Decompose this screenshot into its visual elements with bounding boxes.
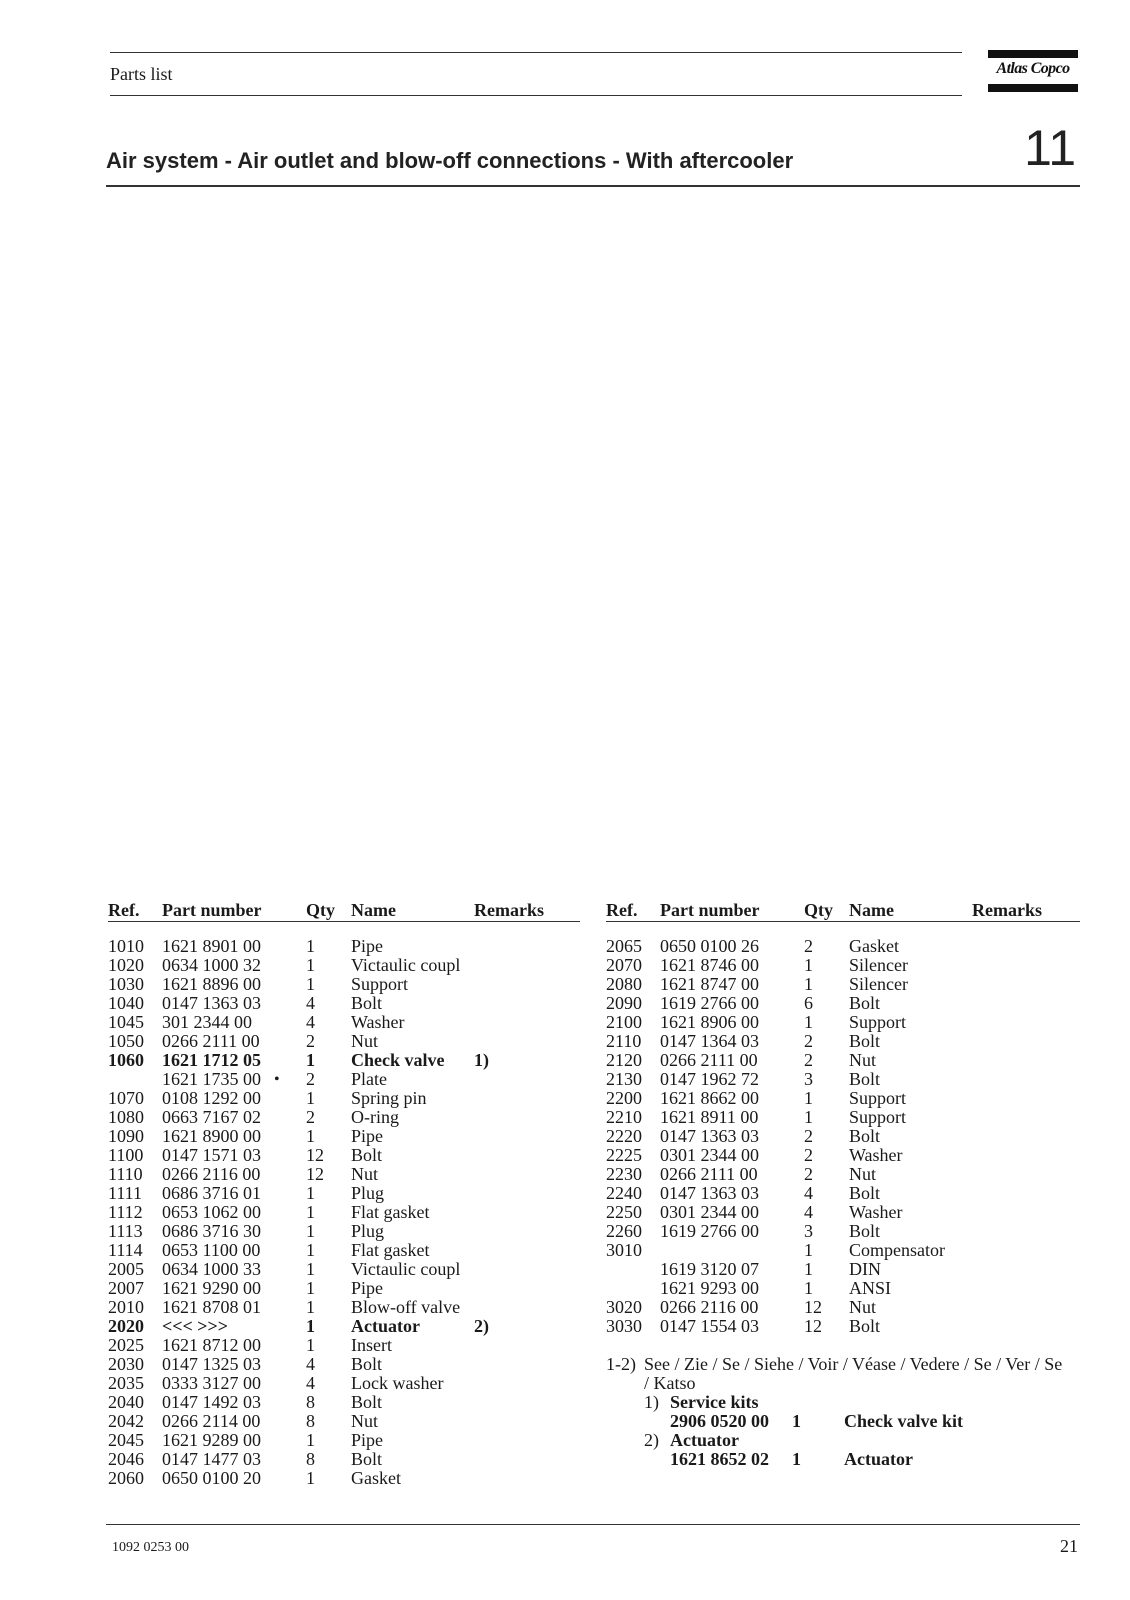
qty-cell: 1 — [306, 1278, 315, 1298]
part-number-cell: <<< >>> — [162, 1316, 229, 1336]
part-number-cell: 0653 1062 00 — [162, 1202, 261, 1222]
table-row — [108, 1051, 580, 1070]
table-row — [108, 937, 580, 956]
ref-cell: 2110 — [606, 1031, 642, 1051]
qty-cell: 2 — [804, 936, 813, 956]
table-row — [606, 994, 1080, 1013]
qty-cell: 1 — [306, 1468, 315, 1488]
qty-cell: 12 — [804, 1297, 822, 1317]
ref-cell: 2030 — [108, 1354, 144, 1374]
qty-cell: 4 — [306, 1012, 315, 1032]
qty-cell: 1 — [306, 974, 315, 994]
qty-cell: 1 — [306, 1126, 315, 1146]
qty-cell: 8 — [306, 1392, 315, 1412]
part-number-cell: 0108 1292 00 — [162, 1088, 261, 1108]
name-cell: Victaulic coupl — [351, 955, 461, 975]
table-row — [108, 1412, 580, 1431]
qty-cell: 1 — [306, 1297, 315, 1317]
name-cell: Support — [849, 1012, 907, 1032]
table-row — [606, 1127, 1080, 1146]
ref-cell: 1030 — [108, 974, 144, 994]
table-row — [606, 1184, 1080, 1203]
name-cell: Insert — [351, 1335, 392, 1355]
ref-cell: 2220 — [606, 1126, 642, 1146]
qty-cell: 1 — [306, 1050, 315, 1070]
name-cell: Bolt — [849, 1126, 881, 1146]
table-row — [108, 1336, 580, 1355]
qty-cell: 2 — [804, 1164, 813, 1184]
qty-cell: 2 — [306, 1069, 315, 1089]
remarks-notes — [606, 1355, 1086, 1469]
ref-cell: 1113 — [108, 1221, 143, 1241]
qty-cell: 1 — [804, 974, 813, 994]
header-bottom-rule — [110, 95, 962, 96]
part-number-cell: 301 2344 00 — [162, 1012, 252, 1032]
name-cell: Pipe — [351, 1430, 384, 1450]
part-number-cell: 1619 2766 00 — [660, 1221, 759, 1241]
name-cell: Gasket — [351, 1468, 401, 1488]
part-number-cell: 1621 1735 00 — [162, 1069, 261, 1089]
ref-cell: 2042 — [108, 1411, 144, 1431]
kit2-number: 2) — [644, 1430, 659, 1450]
name-cell: Bolt — [351, 1449, 383, 1469]
col-part-header: Part number — [162, 900, 262, 920]
kit1-heading — [606, 1393, 1086, 1412]
table-row — [108, 1241, 580, 1260]
part-number-cell: 1621 8900 00 — [162, 1126, 261, 1146]
table-body — [108, 937, 580, 1488]
qty-cell: 12 — [804, 1316, 822, 1336]
name-cell: Bolt — [849, 1069, 881, 1089]
name-cell: Nut — [849, 1297, 876, 1317]
name-cell: Plate — [351, 1069, 387, 1089]
document-number: 1092 0253 00 — [112, 1540, 189, 1555]
table-row — [606, 1013, 1080, 1032]
qty-cell: 3 — [804, 1221, 813, 1241]
logo-text: Atlas Copco — [996, 60, 1070, 77]
name-cell: Gasket — [849, 936, 899, 956]
name-cell: Silencer — [849, 955, 908, 975]
table-row — [108, 1469, 580, 1488]
name-cell: Lock washer — [351, 1373, 444, 1393]
name-cell: Bolt — [351, 1392, 383, 1412]
name-cell: Spring pin — [351, 1088, 427, 1108]
name-cell: Plug — [351, 1221, 385, 1241]
parts-table-right — [606, 899, 1080, 1336]
kit2-name: Actuator — [844, 1449, 913, 1469]
qty-cell: 8 — [306, 1411, 315, 1431]
table-row — [108, 1146, 580, 1165]
table-row — [108, 1431, 580, 1450]
part-number-cell: 0634 1000 32 — [162, 955, 261, 975]
qty-cell: 4 — [804, 1202, 813, 1222]
table-row — [108, 1450, 580, 1469]
part-number-cell: 1621 8747 00 — [660, 974, 759, 994]
name-cell: Plug — [351, 1183, 385, 1203]
kit1-name: Check valve kit — [844, 1411, 963, 1431]
table-row — [606, 1146, 1080, 1165]
ref-cell: 1070 — [108, 1088, 144, 1108]
table-row — [108, 1127, 580, 1146]
part-number-cell: 1621 8906 00 — [660, 1012, 759, 1032]
table-row — [606, 1260, 1080, 1279]
table-row — [108, 1070, 580, 1089]
kit2-part-number: 1621 8652 02 — [670, 1449, 769, 1469]
part-number-cell: 0266 2116 00 — [660, 1297, 759, 1317]
ref-cell: 2240 — [606, 1183, 642, 1203]
kit1-row — [606, 1412, 1086, 1431]
qty-cell: 1 — [804, 1278, 813, 1298]
ref-cell: 2040 — [108, 1392, 144, 1412]
part-number-cell: 1621 9289 00 — [162, 1430, 261, 1450]
part-number-cell: 0147 1554 03 — [660, 1316, 759, 1336]
ref-cell: 2225 — [606, 1145, 642, 1165]
table-row — [606, 937, 1080, 956]
table-row — [606, 1298, 1080, 1317]
part-number-cell: 1621 8712 00 — [162, 1335, 261, 1355]
title-rule — [106, 185, 1080, 187]
qty-cell: 1 — [306, 1183, 315, 1203]
col-remarks-header: Remarks — [972, 900, 1042, 920]
table-row — [108, 1279, 580, 1298]
name-cell: Bolt — [849, 1183, 881, 1203]
qty-cell: 1 — [804, 1088, 813, 1108]
kit2-heading — [606, 1431, 1086, 1450]
ref-cell: 1050 — [108, 1031, 144, 1051]
name-cell: Bolt — [849, 1031, 881, 1051]
qty-cell: 1 — [804, 955, 813, 975]
ref-cell: 2080 — [606, 974, 642, 994]
table-row — [108, 1089, 580, 1108]
name-cell: Nut — [351, 1031, 378, 1051]
table-row — [606, 1051, 1080, 1070]
qty-cell: 2 — [306, 1107, 315, 1127]
part-number-cell: 0333 3127 00 — [162, 1373, 261, 1393]
qty-cell: 1 — [306, 1335, 315, 1355]
ref-cell: 2090 — [606, 993, 642, 1013]
part-number-cell: 0634 1000 33 — [162, 1259, 261, 1279]
part-number-cell: 1621 8746 00 — [660, 955, 759, 975]
col-remarks-header: Remarks — [474, 900, 544, 920]
table-row — [108, 1184, 580, 1203]
table-row — [606, 975, 1080, 994]
part-number-cell: 0301 2344 00 — [660, 1145, 759, 1165]
name-cell: Bolt — [351, 993, 383, 1013]
qty-cell: 1 — [804, 1259, 813, 1279]
ref-cell: 2020 — [108, 1316, 144, 1336]
ref-cell: 1111 — [108, 1183, 142, 1203]
part-number-cell: 0650 0100 26 — [660, 936, 759, 956]
qty-cell: 2 — [306, 1031, 315, 1051]
ref-cell: 3010 — [606, 1240, 642, 1260]
name-cell: Washer — [849, 1145, 903, 1165]
qty-cell: 2 — [804, 1126, 813, 1146]
part-number-cell: 0147 1571 03 — [162, 1145, 261, 1165]
part-number-cell: 1619 3120 07 — [660, 1259, 759, 1279]
name-cell: Nut — [351, 1411, 378, 1431]
ref-cell: 1100 — [108, 1145, 144, 1165]
table-row — [108, 1203, 580, 1222]
name-cell: O-ring — [351, 1107, 399, 1127]
qty-cell: 3 — [804, 1069, 813, 1089]
name-cell: Victaulic coupl — [351, 1259, 461, 1279]
parts-table-left — [108, 899, 580, 1488]
ref-cell: 2260 — [606, 1221, 642, 1241]
table-row — [108, 1374, 580, 1393]
qty-cell: 1 — [306, 1259, 315, 1279]
name-cell: ANSI — [849, 1278, 892, 1298]
ref-cell: 2130 — [606, 1069, 642, 1089]
name-cell: Compensator — [849, 1240, 945, 1260]
name-cell: Nut — [849, 1050, 876, 1070]
table-row — [606, 1070, 1080, 1089]
kit1-number: 1) — [644, 1392, 659, 1412]
name-cell: Support — [849, 1107, 907, 1127]
bullet-marker: • — [274, 1071, 280, 1088]
part-number-cell: 1621 1712 05 — [162, 1050, 261, 1070]
qty-cell: 2 — [804, 1050, 813, 1070]
ref-cell: 2025 — [108, 1335, 144, 1355]
footer-rule — [106, 1524, 1080, 1525]
col-qty-header: Qty — [804, 900, 833, 920]
ref-cell: 1045 — [108, 1012, 144, 1032]
table-row — [606, 1203, 1080, 1222]
ref-cell: 2100 — [606, 1012, 642, 1032]
qty-cell: 1 — [306, 936, 315, 956]
qty-cell: 4 — [306, 993, 315, 1013]
name-cell: Washer — [351, 1012, 405, 1032]
qty-cell: 12 — [306, 1145, 324, 1165]
ref-cell: 2065 — [606, 936, 642, 956]
qty-cell: 12 — [306, 1164, 324, 1184]
ref-cell: 1060 — [108, 1050, 144, 1070]
page-number: 21 — [1060, 1536, 1078, 1556]
table-row — [606, 1032, 1080, 1051]
part-number-cell: 1621 9290 00 — [162, 1278, 261, 1298]
page-title: Air system - Air outlet and blow-off connections - With aftercooler — [106, 148, 794, 173]
col-qty-header: Qty — [306, 900, 335, 920]
kit2-title: Actuator — [670, 1430, 739, 1450]
see-prefix: 1-2) — [606, 1354, 636, 1374]
table-header-rule — [606, 921, 1080, 922]
ref-cell: 2250 — [606, 1202, 642, 1222]
part-number-cell: 1621 8896 00 — [162, 974, 261, 994]
part-number-cell: 0147 1325 03 — [162, 1354, 261, 1374]
name-cell: DIN — [849, 1259, 881, 1279]
ref-cell: 2120 — [606, 1050, 642, 1070]
name-cell: Support — [849, 1088, 907, 1108]
part-number-cell: 0147 1962 72 — [660, 1069, 759, 1089]
name-cell: Flat gasket — [351, 1202, 430, 1222]
part-number-cell: 1621 8901 00 — [162, 936, 261, 956]
col-ref-header: Ref. — [108, 900, 140, 920]
part-number-cell: 0147 1363 03 — [162, 993, 261, 1013]
ref-cell: 1040 — [108, 993, 144, 1013]
table-header — [108, 899, 580, 921]
table-row — [108, 1222, 580, 1241]
part-number-cell: 1621 8911 00 — [660, 1107, 759, 1127]
part-number-cell: 1619 2766 00 — [660, 993, 759, 1013]
ref-cell: 1010 — [108, 936, 144, 956]
table-row — [606, 1165, 1080, 1184]
table-row — [606, 1222, 1080, 1241]
table-row — [108, 1032, 580, 1051]
part-number-cell: 0147 1364 03 — [660, 1031, 759, 1051]
ref-cell: 2035 — [108, 1373, 144, 1393]
part-number-cell: 0301 2344 00 — [660, 1202, 759, 1222]
name-cell: Silencer — [849, 974, 908, 994]
qty-cell: 1 — [804, 1240, 813, 1260]
qty-cell: 1 — [306, 1316, 315, 1336]
part-number-cell: 0147 1477 03 — [162, 1449, 261, 1469]
table-row — [108, 1108, 580, 1127]
part-number-cell: 1621 8708 01 — [162, 1297, 261, 1317]
table-row — [108, 1317, 580, 1336]
name-cell: Blow-off valve — [351, 1297, 461, 1317]
part-number-cell: 0686 3716 30 — [162, 1221, 261, 1241]
part-number-cell: 0686 3716 01 — [162, 1183, 261, 1203]
qty-cell: 1 — [306, 1202, 315, 1222]
see-note-line — [606, 1355, 1086, 1374]
part-number-cell: 0653 1100 00 — [162, 1240, 261, 1260]
name-cell: Check valve — [351, 1050, 445, 1070]
table-row — [108, 1013, 580, 1032]
table-row — [606, 1108, 1080, 1127]
part-number-cell: 1621 8662 00 — [660, 1088, 759, 1108]
part-number-cell: 0266 2111 00 — [162, 1031, 260, 1051]
part-number-cell: 1621 9293 00 — [660, 1278, 759, 1298]
table-row — [108, 1355, 580, 1374]
table-row — [108, 1165, 580, 1184]
exploded-view-area — [106, 200, 1080, 880]
qty-cell: 2 — [804, 1145, 813, 1165]
table-row — [108, 1393, 580, 1412]
see-languages-cont: / Katso — [644, 1373, 696, 1393]
table-body — [606, 937, 1080, 1336]
qty-cell: 6 — [804, 993, 813, 1013]
table-row — [108, 1260, 580, 1279]
qty-cell: 1 — [306, 1430, 315, 1450]
kit1-part-number: 2906 0520 00 — [670, 1411, 769, 1431]
ref-cell: 1110 — [108, 1164, 143, 1184]
ref-cell: 2070 — [606, 955, 642, 975]
table-row — [108, 975, 580, 994]
ref-cell: 2230 — [606, 1164, 642, 1184]
kit2-row — [606, 1450, 1086, 1469]
ref-cell: 1080 — [108, 1107, 144, 1127]
table-row — [108, 956, 580, 975]
ref-cell: 1020 — [108, 955, 144, 975]
kit1-title: Service kits — [670, 1392, 759, 1412]
ref-cell: 2005 — [108, 1259, 144, 1279]
qty-cell: 8 — [306, 1449, 315, 1469]
name-cell: Nut — [849, 1164, 876, 1184]
qty-cell: 4 — [306, 1354, 315, 1374]
see-languages: See / Zie / Se / Siehe / Voir / Véase / Vedere / Se / Ver / Se — [644, 1354, 1063, 1374]
see-note-line-2 — [606, 1374, 1086, 1393]
table-header-rule — [108, 921, 580, 922]
part-number-cell: 0266 2114 00 — [162, 1411, 261, 1431]
ref-cell: 2007 — [108, 1278, 144, 1298]
part-number-cell: 0147 1363 03 — [660, 1126, 759, 1146]
atlas-copco-logo — [988, 50, 1078, 94]
ref-cell: 2045 — [108, 1430, 144, 1450]
qty-cell: 4 — [804, 1183, 813, 1203]
name-cell: Bolt — [351, 1145, 383, 1165]
qty-cell: 4 — [306, 1373, 315, 1393]
col-name-header: Name — [849, 900, 894, 920]
qty-cell: 1 — [804, 1107, 813, 1127]
part-number-cell: 0147 1492 03 — [162, 1392, 261, 1412]
ref-cell: 2046 — [108, 1449, 144, 1469]
table-row — [606, 1241, 1080, 1260]
name-cell: Washer — [849, 1202, 903, 1222]
col-ref-header: Ref. — [606, 900, 638, 920]
header-top-rule — [110, 52, 962, 53]
ref-cell: 3020 — [606, 1297, 642, 1317]
qty-cell: 1 — [306, 1088, 315, 1108]
table-row — [108, 994, 580, 1013]
name-cell: Pipe — [351, 936, 384, 956]
table-row — [606, 1317, 1080, 1336]
name-cell: Bolt — [849, 993, 881, 1013]
kit1-qty: 1 — [792, 1411, 801, 1431]
ref-cell: 2210 — [606, 1107, 642, 1127]
kit2-qty: 1 — [792, 1449, 801, 1469]
part-number-cell: 0266 2111 00 — [660, 1164, 758, 1184]
part-number-cell: 0663 7167 02 — [162, 1107, 261, 1127]
name-cell: Pipe — [351, 1278, 384, 1298]
qty-cell: 1 — [804, 1012, 813, 1032]
qty-cell: 1 — [306, 955, 315, 975]
part-number-cell: 0147 1363 03 — [660, 1183, 759, 1203]
col-name-header: Name — [351, 900, 396, 920]
table-row — [108, 1298, 580, 1317]
remark-cell: 1) — [474, 1050, 489, 1070]
table-row — [606, 1279, 1080, 1298]
name-cell: Support — [351, 974, 409, 994]
chapter-number: 11 — [1024, 120, 1076, 176]
ref-cell: 2200 — [606, 1088, 642, 1108]
col-part-header: Part number — [660, 900, 760, 920]
name-cell: Bolt — [849, 1221, 881, 1241]
qty-cell: 1 — [306, 1240, 315, 1260]
header-label: Parts list — [110, 64, 173, 84]
name-cell: Pipe — [351, 1126, 384, 1146]
ref-cell: 1090 — [108, 1126, 144, 1146]
ref-cell: 1114 — [108, 1240, 143, 1260]
part-number-cell: 0266 2116 00 — [162, 1164, 261, 1184]
part-number-cell: 0650 0100 20 — [162, 1468, 261, 1488]
table-header — [606, 899, 1080, 921]
name-cell: Bolt — [351, 1354, 383, 1374]
ref-cell: 1112 — [108, 1202, 143, 1222]
name-cell: Actuator — [351, 1316, 420, 1336]
ref-cell: 3030 — [606, 1316, 642, 1336]
name-cell: Nut — [351, 1164, 378, 1184]
ref-cell: 2010 — [108, 1297, 144, 1317]
name-cell: Flat gasket — [351, 1240, 430, 1260]
name-cell: Bolt — [849, 1316, 881, 1336]
qty-cell: 1 — [306, 1221, 315, 1241]
table-row — [606, 956, 1080, 975]
part-number-cell: 0266 2111 00 — [660, 1050, 758, 1070]
qty-cell: 2 — [804, 1031, 813, 1051]
remark-cell: 2) — [474, 1316, 489, 1336]
table-row — [606, 1089, 1080, 1108]
ref-cell: 2060 — [108, 1468, 144, 1488]
